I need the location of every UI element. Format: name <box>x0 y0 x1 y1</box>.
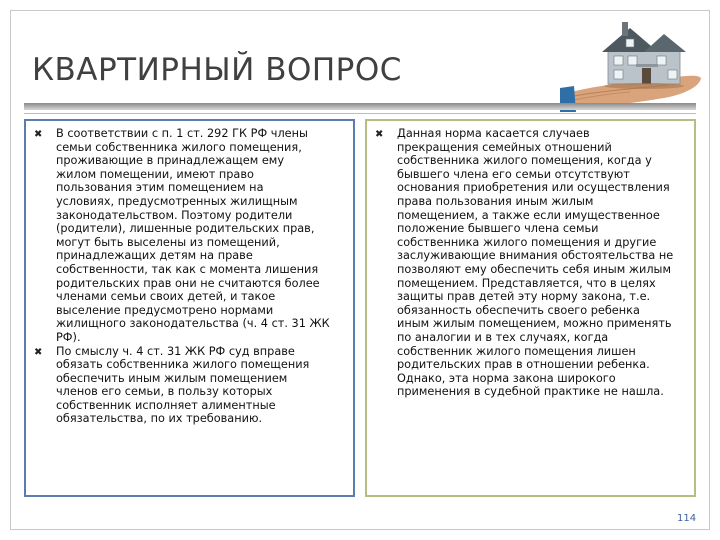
bullet-item <box>34 345 343 427</box>
left-text-panel <box>24 119 355 497</box>
bullet-text: В соответствии с п. 1 ст. 292 ГК РФ члены семьи собственника жилого помещения, проживающие в принадлежащем ему жилом помещении, имеют право пользования этим помещением на условиях, предусмотренных жилищным законодательством. Поэтому родители (родители), лишенные родительских прав, могут быть выселены из помещений, принадлежащих детям на праве собственности, так как с момента лишения родительских прав они не считаются более членами семьи своих детей, и такое выселение предусмотрено нормами жилищного законодательства (ч. 4 ст. 31 ЖК РФ). <box>56 127 330 344</box>
title-divider <box>24 103 696 110</box>
title-divider-thin <box>24 113 696 114</box>
x-bullet-icon: ✖ <box>34 346 43 358</box>
bullet-item <box>375 127 684 399</box>
bullet-text: По смыслу ч. 4 ст. 31 ЖК РФ суд вправе обязать собственника жилого помещения обеспечить иным жилым помещением членов его семьи, в пользу которых собственник исполняет алиментные обязательства, по их требованию. <box>56 344 310 426</box>
slide-title: КВАРТИРНЫЙ ВОПРОС <box>32 52 402 88</box>
x-bullet-icon: ✖ <box>34 129 43 140</box>
x-bullet-icon: ✖ <box>375 129 384 140</box>
house-in-hand-illustration <box>560 12 702 112</box>
bullet-item <box>34 127 343 345</box>
right-text-panel <box>365 119 696 497</box>
page-number: 114 <box>677 513 697 524</box>
bullet-text: Данная норма касается случаев прекращения семейных отношений собственника жилого помещения, когда у бывшего члена его семьи отсутствуют основания приобретения или осуществления права пользования иным жилым помещением, а также если имущественное положение бывшего члена семьи собственника жилого помещения и другие заслуживающие внимания обстоятельства не позволяют ему обеспечить себя иным жилым помещением. Представляется, что в целях защиты прав детей эту норму закона, т.е. обязанность обеспечить своего ребенка иным жилым помещением, можно применять по аналогии и в тех случаях, когда собственник жилого помещения лишен родительских прав в отношении ребенка. Однако, эта норма закона широкого применения в судебной практике не нашла. <box>397 127 674 399</box>
